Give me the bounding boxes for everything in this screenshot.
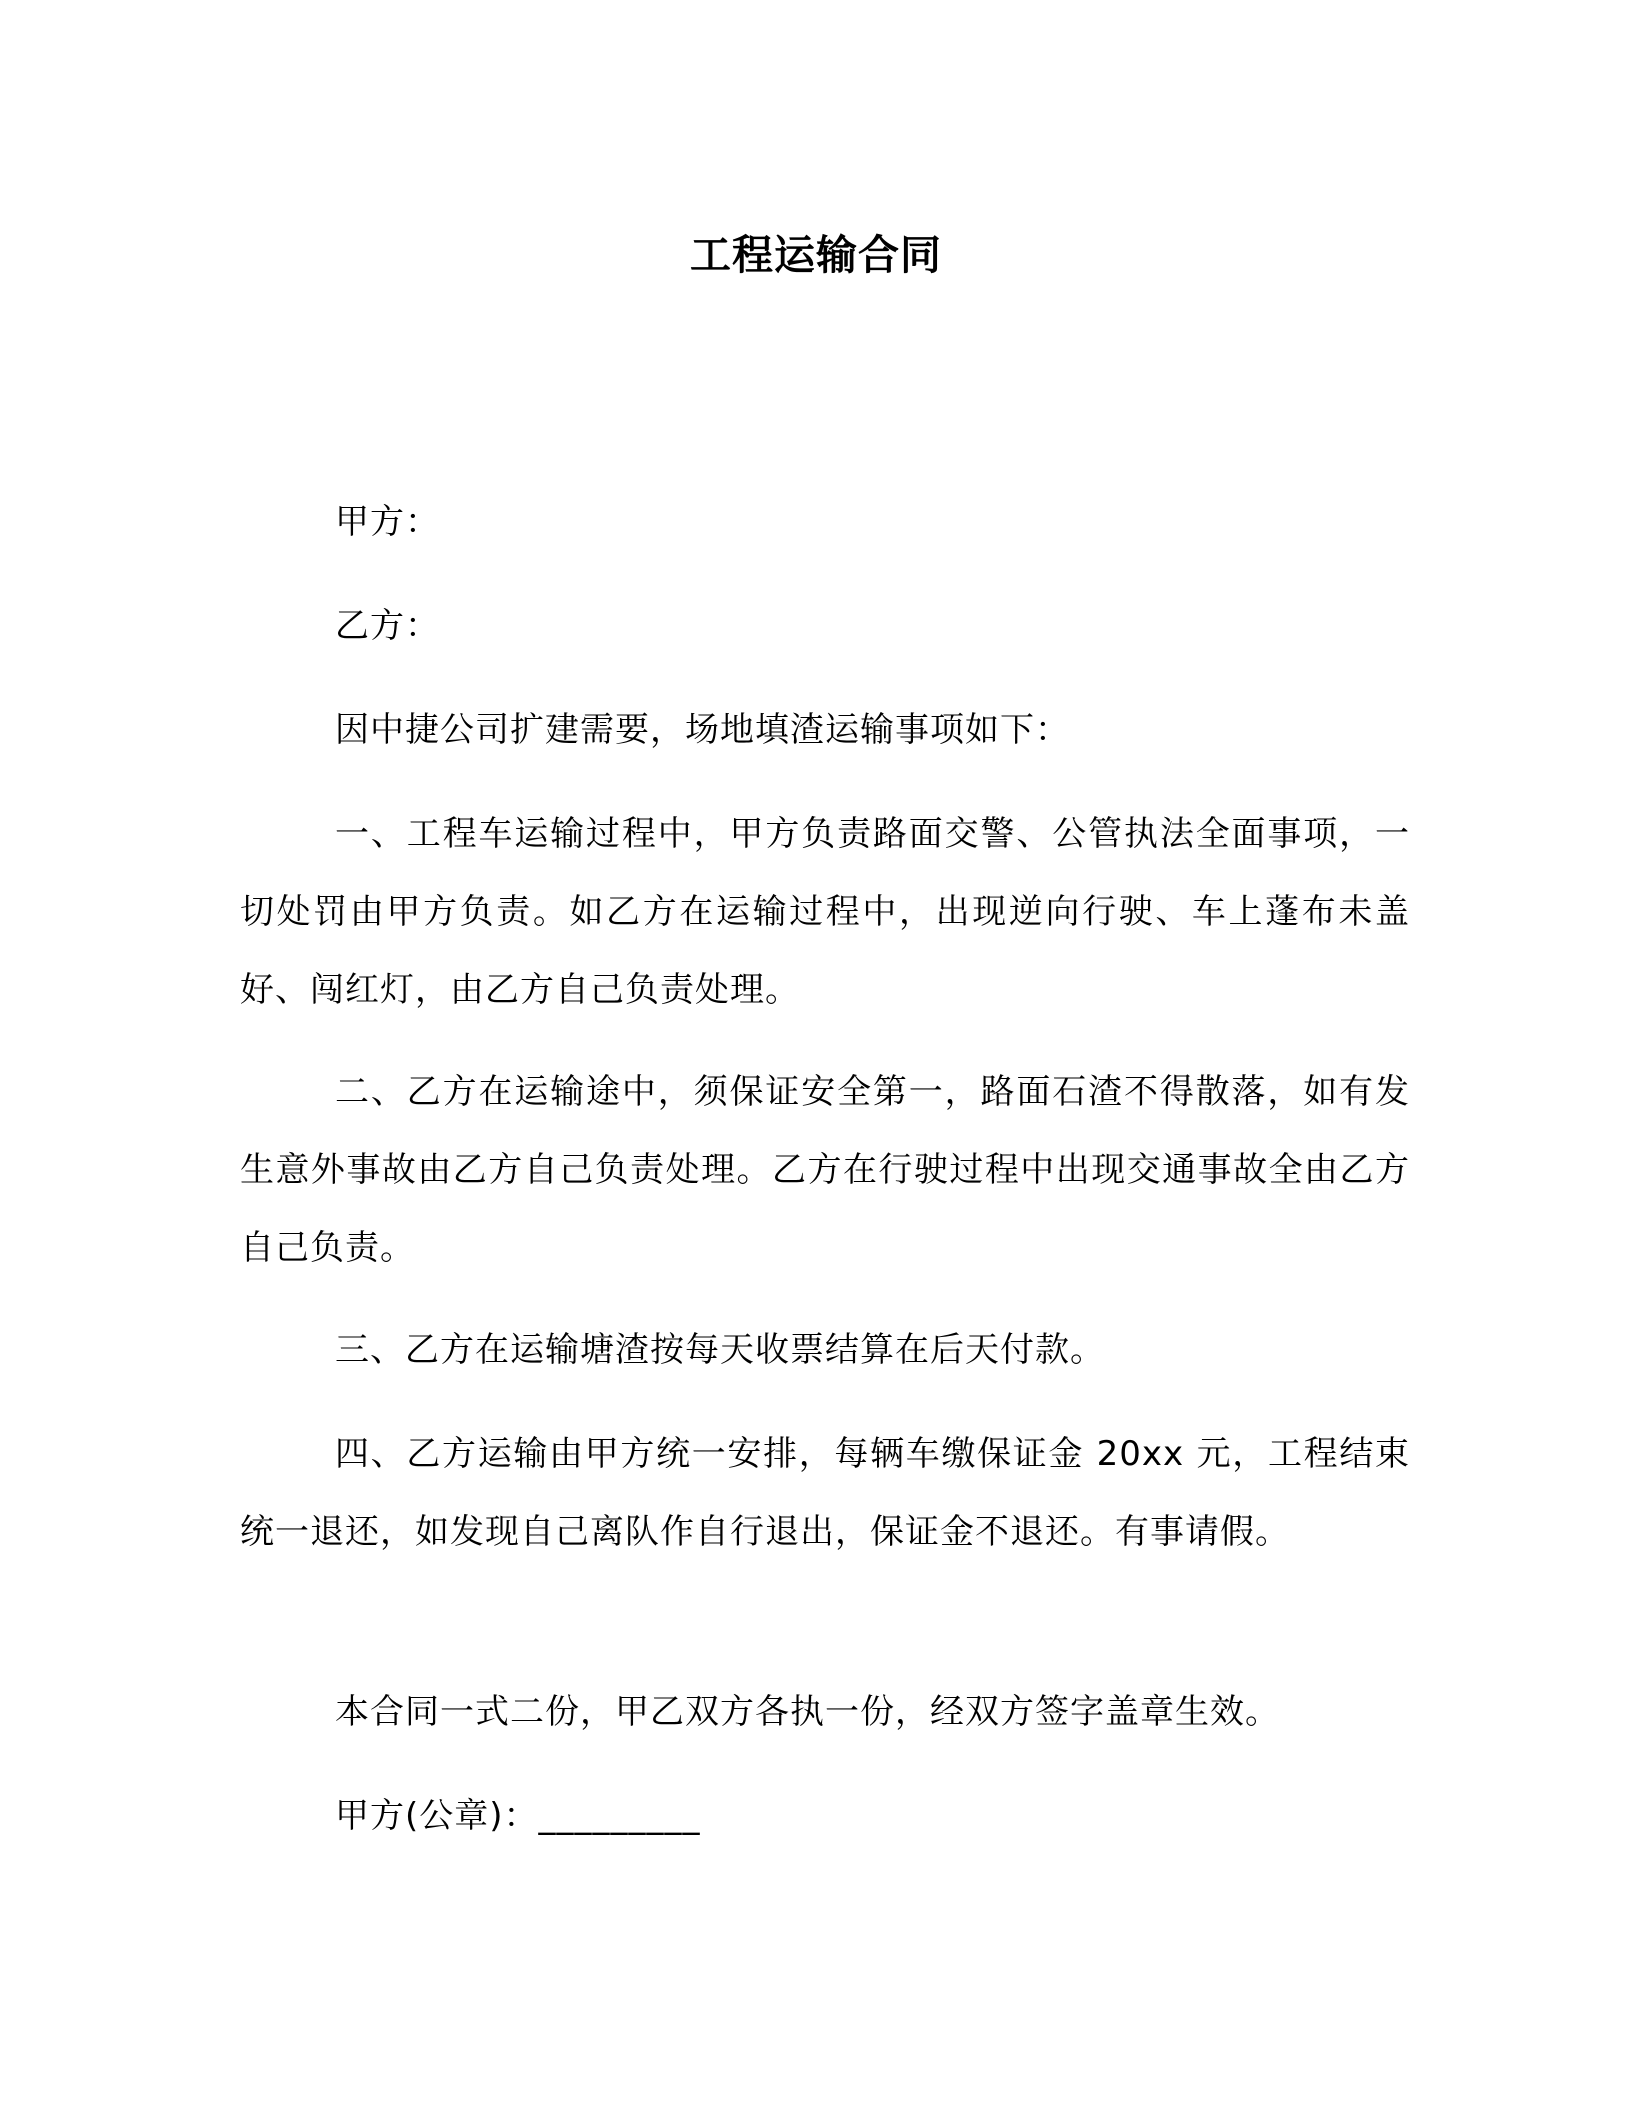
document-title: 工程运输合同	[690, 231, 942, 279]
clause-four: 四、乙方运输由甲方统一安排，每辆车缴保证金 20xx 元，工程结束统一退还，如发现自己离队作自行退出，保证金不退还。有事请假。	[240, 1434, 1410, 1552]
party-a-signature-line: 甲方(公章)：_________	[335, 1796, 701, 1836]
party-b-label: 乙方：	[335, 606, 440, 646]
clause-one: 一、工程车运输过程中，甲方负责路面交警、公管执法全面事项，一切处罚由甲方负责。如乙方在运输过程中，出现逆向行驶、车上蓬布未盖好、闯红灯，由乙方自己负责处理。	[240, 814, 1410, 1010]
intro-paragraph: 因中捷公司扩建需要，场地填渣运输事项如下：	[335, 710, 1070, 750]
copies-paragraph: 本合同一式二份，甲乙双方各执一份，经双方签字盖章生效。	[335, 1692, 1280, 1732]
clause-three: 三、乙方在运输塘渣按每天收票结算在后天付款。	[335, 1330, 1105, 1370]
party-a-label: 甲方：	[335, 502, 440, 542]
clause-two: 二、乙方在运输途中，须保证安全第一，路面石渣不得散落，如有发生意外事故由乙方自己负责处理。乙方在行驶过程中出现交通事故全由乙方自己负责。	[240, 1072, 1410, 1268]
